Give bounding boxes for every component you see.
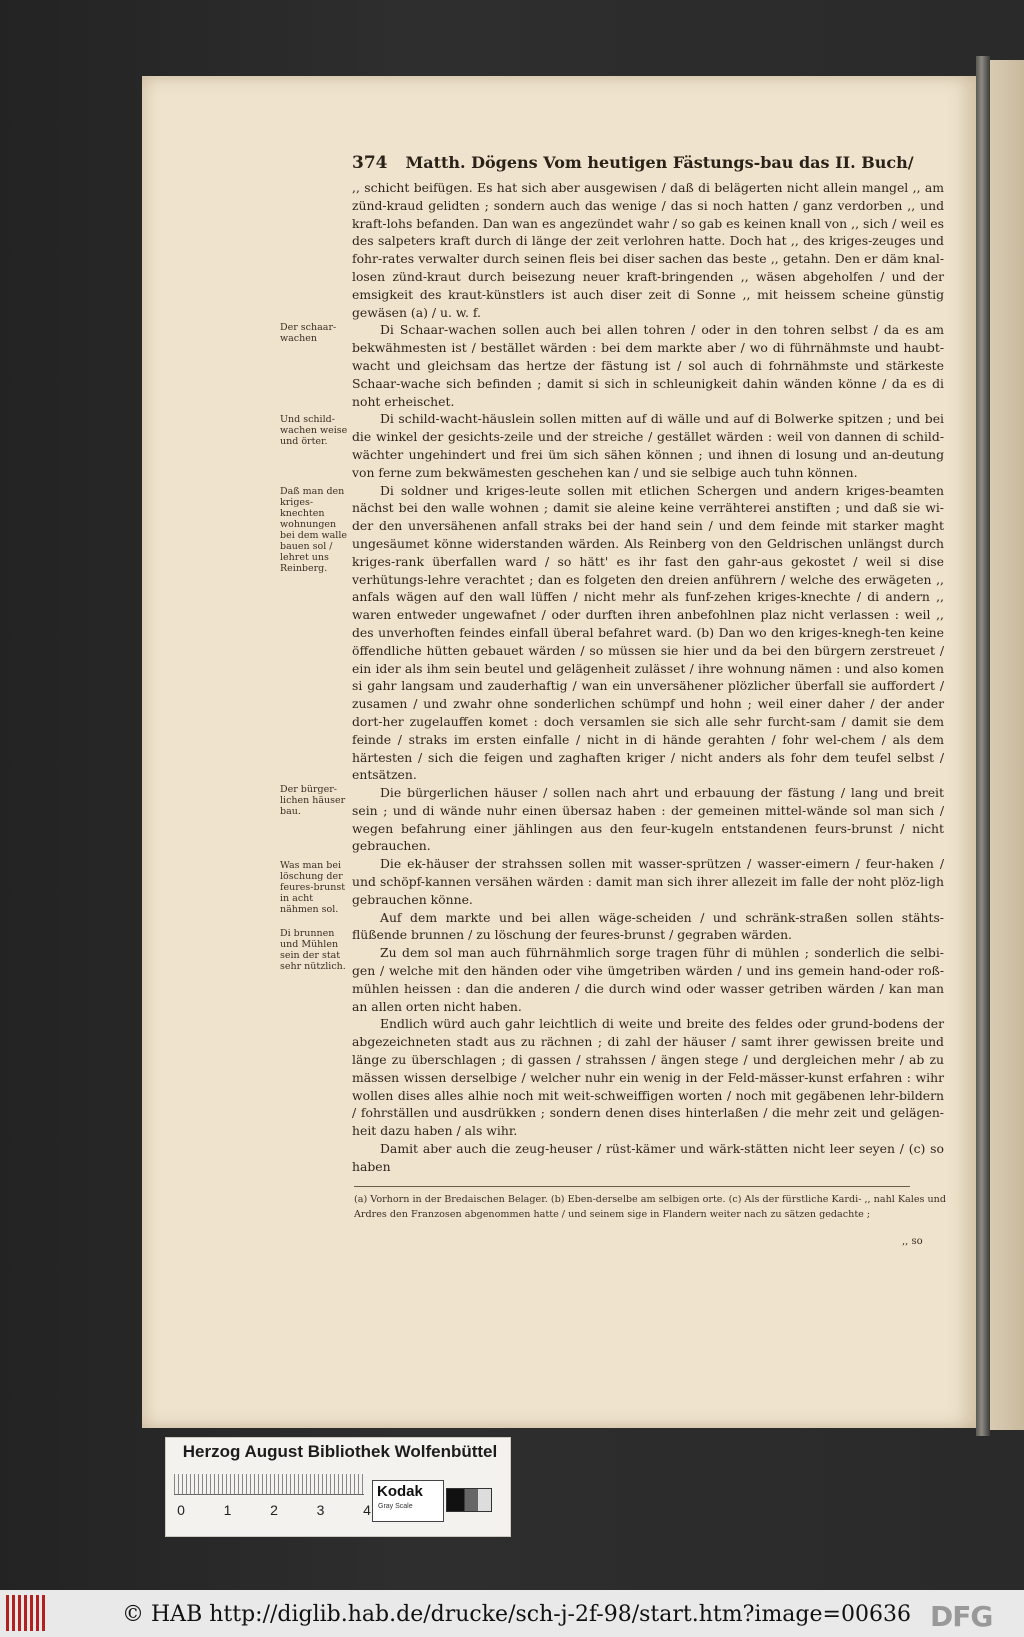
margin-note: Und schild-wachen weise und örter.: [280, 414, 348, 447]
paragraph: Endlich würd auch gahr leichtlich di weite und breite des feldes oder grund-bodens der abgezeichneten stadt aus zu rächnen ; di zahl der häuser / samt ihrer gewissen breite und länge zu überschlagen ; di gassen / strahssen / ängen stege / und dergleichen mehr / ab zu mässen wissen derselbige / welcher nuhr ein wenig in der Feld-mässer-kunst erfahren : wihr wollen dises alles alhie noch mit weit-schweiffigen worten / noch mit gegäbenen lehr-bildern / fohrställen und ausdrükken ; sondern denen dises hinterlaßen / die mehr zeit und gelägen-heit dazu haben / als wihr.: [352, 1016, 944, 1139]
running-header: [352, 153, 944, 179]
margin-note: Di brunnen und Mühlen sein der stat sehr nützlich.: [280, 928, 346, 972]
facing-page-edge: [990, 60, 1024, 1430]
running-title: Matth. Dögens Vom heutigen Fästungs-bau das II. Buch/: [405, 153, 914, 172]
margin-note: Was man bei löschung der feures-brunst in acht nähmen sol.: [280, 860, 346, 915]
paragraph: Die bürgerlichen häuser / sollen nach ahrt und erbauung der fästung / lang und breit sein ; und di wände nuhr einen übersaz haben : der gemeinen mittel-wände sol man sich / wegen befahrung einer jählingen aus den feur-kugeln entstandenen feurs-brunst / nicht gebrauchen.: [352, 785, 944, 854]
scale-number: 3: [316, 1502, 325, 1518]
scale-number: 2: [270, 1502, 278, 1518]
library-label-card: [165, 1437, 511, 1537]
footer-credit: © HAB http://diglib.hab.de/drucke/sch-j-2f-98/start.htm?image=00636: [122, 1602, 911, 1627]
paragraph: Di Schaar-wachen sollen auch bei allen tohren / oder in den tohren selbst / da es am bekwähmesten ist / bestället wärden : bei dem markte aber / wo di führnähmste und haubt-wacht und gleichsam das hertze der fästung ist / sol auch di fohrnähmste und stärkeste Schaar-wache sich befinden ; damit si sich in schleunigkeit dahin wänden könne / da es di noht erheischet.: [352, 322, 944, 409]
paragraph: ,, schicht beifügen. Es hat sich aber ausgewisen / daß di belägerten nicht allein mangel ,, am zünd-kraud gelidten ; sondern auch das wenige / das si noch hatten / ganz verdorben ,, und kraft-lohs befanden. Dan wan es angezündet wahr / so gab es keinen knall von ,, sich / weil es des salpeters kraft durch di länge der zeit verlohren hatte. Doch hat ,, des kriges-zeuges und fohr-rates verwalter durch seinen fleis bei diser sachen das beste ,, getahn. Den er däm knal-losen zünd-kraut durch beisezung neuer kraft-bringenden ,, wäsen abgeholfen / und der emsigkeit des kraut-künstlers ist auch diser zeit di Sonne ,, mit heissem scheine günstig gewäsen (a) / u. w. f.: [352, 180, 944, 320]
paragraph: Damit aber auch die zeug-heuser / rüst-kämer und wärk-stätten nicht leer seyen / (c) so haben: [352, 1141, 944, 1174]
page-number: 374: [352, 153, 388, 173]
paragraph: Die ek-häuser der strahssen sollen mit wasser-sprützen / wasser-eimern / feur-haken / und schöpf-kannen versähen wärden : damit man sich ihrer allezeit im falle der noht plöz-ligh gebrauchen könne.: [352, 856, 944, 907]
catchword: ,, so: [902, 1236, 923, 1247]
scale-numbers: [174, 1502, 374, 1518]
paragraph: Di schild-wacht-häuslein sollen mitten auf di wälle und auf di Bolwerke spitzen ; und bei die winkel der gesichts-zeile und der streiche / gestället wärden : weil von dannen di schild-wächter ungehindert und frei üm sich sähen können ; und ihnen di losung und an-deutung von ferne zum bekwämesten geschehen kan / und sie selbige auch tuhn können.: [352, 411, 944, 480]
footnote-rule: [354, 1186, 910, 1187]
hab-logo-icon: [6, 1595, 46, 1631]
kodak-subtitle: Gray Scale: [378, 1503, 413, 1510]
footnotes: (a) Vorhorn in der Bredaischen Belager. (b) Eben-derselbe am selbigen orte. (c) Als der fürstliche Kardi- ,, nahl Kales und Ardres den Franzosen abgenommen hatte / und seinem sige in Flandern weiter nach zu sätzen gedachte ;: [354, 1194, 946, 1220]
page-gutter-shadow: [976, 56, 990, 1436]
scale-number: 4: [363, 1502, 371, 1518]
paragraph: Zu dem sol man auch führnähmlich sorge tragen führ di mühlen ; sonderlich die selbi-gen / welche mit den händen oder vihe ümgetriben wärden / und ins gemein hand-oder roß-mühlen heissen : dan die anderen / die durch wind oder wasser getriben wärden / kan man an allen orten nicht haben.: [352, 945, 944, 1014]
dfg-logo: DFG: [930, 1600, 993, 1633]
kodak-brand: Kodak: [377, 1483, 423, 1500]
margin-note: Daß man den kriges-knechten wohnungen bei dem walle bauen sol / lehret uns Reinberg.: [280, 486, 347, 574]
gray-swatch: [446, 1488, 492, 1512]
paragraph: Di soldner und kriges-leute sollen mit etlichen Schergen und andern kriges-beamten nächst bei den walle wohnen ; damit sie aleine keine verrähterei anstiften ; und daß sie wi-der den unversähenen anfall straks bei der hand sein / und dem feinde mit starker maght ungesäumet könne widerstanden wärden. Als Reinberg von den Geldrischen unlängst durch kriges-rank überfallen ward / so hätt' es ihr fast den gahr-aus gekostet / weil si dise verhütungs-lehre verachtet ; dan es folgeten den dreien anführern / welche des erwägeten ,, anfals wägen auf den wall lüffen / nicht mehr als funf-zehen kriges-knechte / di andern ,, waren entweder ungewafnet / oder durften ihren anbefohlnen plaz nicht verlassen : weil ,, des unverhoften feindes einfall überal befahret ward. (b) Dan wo den kriges-knegh-ten keine öffendliche hütten gebauet wärden / so müssen sie hier und da bei den bürgern zerstreuet / ein ider als ihm sein beutel und gelägenheit zulässet / ihre wohnung nämen : und also komen si gahr langsam und zauderhaftig / wan ein unversähener plözlicher überfall sie auffordert / zusamen / und zwahr ohne sonderlichen schümpf und hohn ; weil einer daher / der ander dort-her zugelauffen komet : doch versamlen sie sich alle sehr furcht-sam / damit sie dem feinde / straks im ersten einfalle / nicht in di hände gerahten / fohr wel-chem / als dem härtesten / sich die feigen und zaghaften kriger / nicht anders als fohr dem teufel selbst / entsätzen.: [352, 482, 944, 783]
body-text: [352, 179, 944, 1176]
margin-note: Der schaar-wachen: [280, 322, 337, 344]
library-name: Herzog August Bibliothek Wolfenbüttel: [182, 1442, 498, 1461]
margin-note: Der bürger-lichen häuser bau.: [280, 784, 346, 817]
kodak-gray-scale: [372, 1480, 444, 1522]
paragraph: Auf dem markte und bei allen wäge-scheiden / und schränk-straßen sollen stähts-flüßende brunnen / zu löschung der feures-brunst / gegraben wärden.: [352, 909, 944, 943]
scale-number: 1: [223, 1502, 232, 1518]
measurement-scale: [174, 1474, 364, 1495]
scale-number: 0: [177, 1502, 185, 1518]
book-page: [142, 76, 976, 1428]
